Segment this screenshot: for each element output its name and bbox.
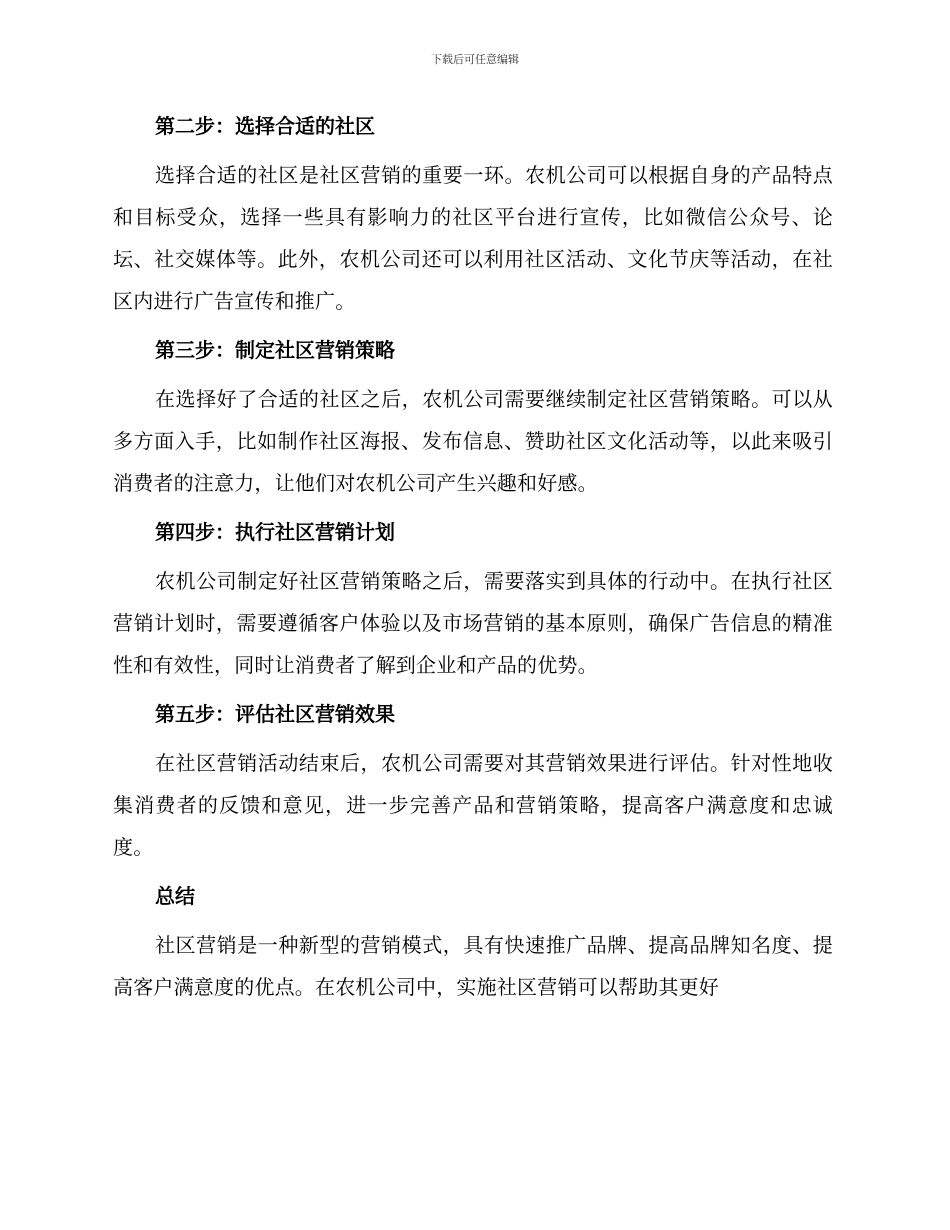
section-paragraph-step-3: 在选择好了合适的社区之后，农机公司需要继续制定社区营销策略。可以从多方面入手，比如制作社区海报、发布信息、赞助社区文化活动等，以此来吸引消费者的注意力，让他们对农机公司产生兴趣和好感。 — [113, 387, 833, 495]
section-paragraph-step-5: 在社区营销活动结束后，农机公司需要对其营销效果进行评估。针对性地收集消费者的反馈和意见，进一步完善产品和营销策略，提高客户满意度和忠诚度。 — [113, 751, 833, 859]
page-header: 下载后可任意编辑 — [431, 53, 519, 66]
section-heading-step-4: 第四步：执行社区营销计划 — [155, 520, 395, 544]
section-paragraph-step-2: 选择合适的社区是社区营销的重要一环。农机公司可以根据自身的产品特点和目标受众，选择一些具有影响力的社区平台进行宣传，比如微信公众号、论坛、社交媒体等。此外，农机公司还可以利用社区活动、文化节庆等活动，在社区内进行广告宣传和推广。 — [113, 163, 833, 313]
section-paragraph-step-4: 农机公司制定好社区营销策略之后，需要落实到具体的行动中。在执行社区营销计划时，需要遵循客户体验以及市场营销的基本原则，确保广告信息的精准性和有效性，同时让消费者了解到企业和产品的优势。 — [113, 569, 833, 677]
section-heading-step-3: 第三步：制定社区营销策略 — [155, 338, 395, 362]
section-heading-step-2: 第二步：选择合适的社区 — [155, 114, 375, 138]
section-heading-summary: 总结 — [155, 884, 195, 908]
section-heading-step-5: 第五步：评估社区营销效果 — [155, 702, 395, 726]
section-paragraph-summary: 社区营销是一种新型的营销模式，具有快速推广品牌、提高品牌知名度、提高客户满意度的优点。在农机公司中，实施社区营销可以帮助其更好 — [113, 933, 833, 999]
document-body — [113, 106, 833, 1016]
